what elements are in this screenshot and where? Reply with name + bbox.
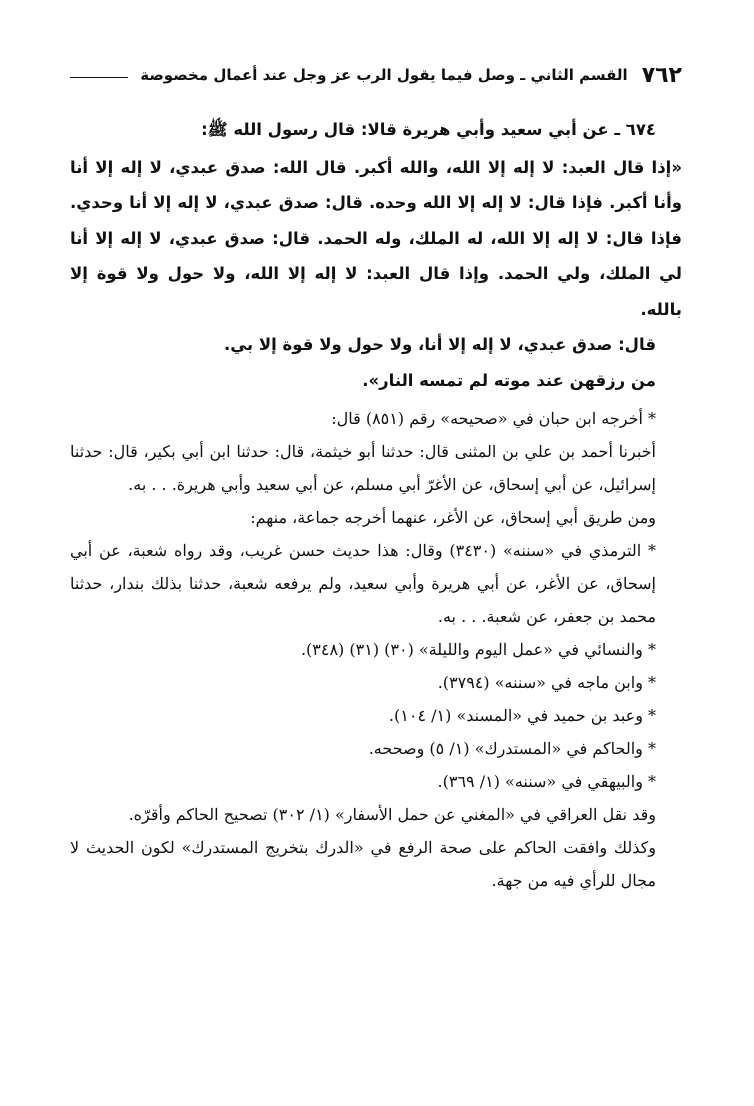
takhrij-paragraph: * أخرجه ابن حبان في «صحيحه» رقم (٨٥١) قال: (331, 409, 656, 428)
header-rule (70, 77, 128, 78)
takhrij-paragraph: * والحاكم في «المستدرك» (١/ ٥) وصححه. (368, 739, 656, 758)
takhrij-paragraph: * وابن ماجه في «سننه» (٣٧٩٤). (437, 673, 656, 692)
takhrij-paragraph: * والبيهقي في «سننه» (١/ ٣٦٩). (437, 772, 656, 791)
takhrij-paragraph: وكذلك وافقت الحاكم على صحة الرفع في «الدرك بتخريج المستدرك» لكون الحديث لا مجال للرأي فيه من جهة. (70, 838, 656, 890)
hadith-ending: من رزقهن عند موته لم تمسه النار». (362, 370, 656, 390)
takhrij-paragraph: * والنسائي في «عمل اليوم والليلة» (٣٠) (٣١) (٣٤٨). (300, 640, 656, 659)
takhrij-paragraph: ومن طريق أبي إسحاق، عن الأغر، عنهما أخرجه جماعة، منهم: (250, 508, 656, 527)
hadith-text: «إذا قال العبد: لا إله إلا الله، والله أكبر. قال الله: صدق عبدي، لا إله إلا أنا وأنا أكبر. فإذا قال: لا إله إلا الله وحده. قال: صدق عبدي، لا إله إلا أنا وحدي. فإذا قال: لا إله إلا الله، له الملك، وله الحمد. قال: صدق عبدي، لا إله إلا أنا لي الملك، ولي الحمد. وإذا قال العبد: لا إله إلا الله، ولا حول ولا قوة إلا بالله. (70, 157, 682, 319)
takhrij-paragraph: * الترمذي في «سننه» (٣٤٣٠) وقال: هذا حديث حسن غريب، وقد رواه شعبة، عن أبي إسحاق، عن الأغر، عن أبي هريرة وأبي سعيد، ولم يرفعه شعبة، حدثنا بذلك بندار، حدثنا محمد بن جعفر، عن شعبة. . . به. (70, 541, 656, 626)
takhrij-paragraph: * وعبد بن حميد في «المسند» (١/ ١٠٤). (388, 706, 656, 725)
takhrij-paragraph: وقد نقل العراقي في «المغني عن حمل الأسفار» (١/ ٣٠٢) تصحيح الحاكم وأقرّه. (128, 805, 656, 824)
running-title: القسم الثاني ـ وصل فيما يقول الرب عز وجل عند أعمال مخصوصة (140, 66, 628, 84)
hadith-continuation: قال: صدق عبدي، لا إله إلا أنا، ولا حول ولا قوة إلا بي. (223, 335, 656, 354)
page-number: ٧٦٢ (641, 62, 682, 88)
page-header (70, 58, 682, 92)
main-text (70, 112, 682, 897)
takhrij-paragraph: أخبرنا أحمد بن علي بن المثنى قال: حدثنا أبو خيثمة، قال: حدثنا ابن أبي بكير، قال: حدثنا إسرائيل، عن أبي إسحاق، عن الأغرّ أبي مسلم، عن أبي سعيد وأبي هريرة. . . به. (70, 442, 656, 494)
hadith-heading: ٦٧٤ ـ عن أبي سعيد وأبي هريرة قالا: قال رسول الله ﷺ: (201, 120, 656, 139)
